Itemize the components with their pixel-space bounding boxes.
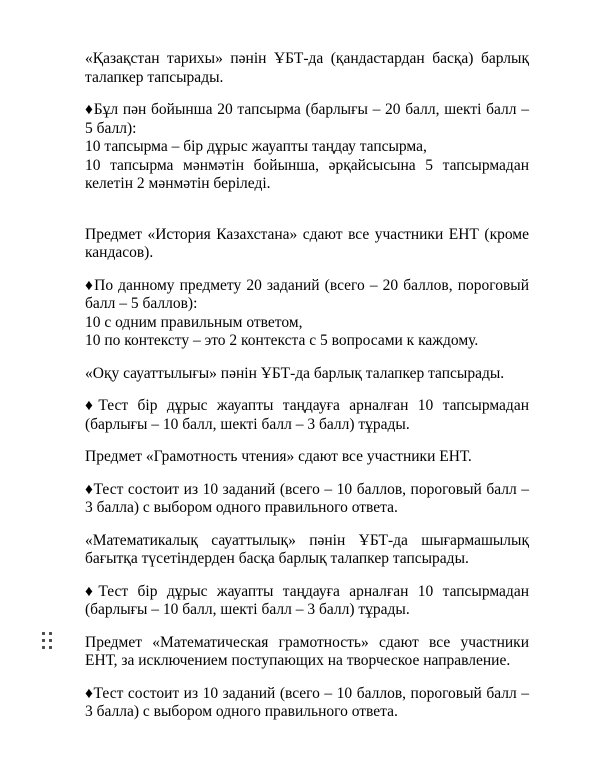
paragraph-math-kk-test: ♦Тест бір дұрыс жауапты таңдауға арналған 10 тапсырмадан (барлығы – 10 балл, шекті балл – 3 балл) тұрады. bbox=[85, 582, 529, 618]
paragraph-math-ru-test: ♦Тест состоит из 10 заданий (всего – 10 баллов, пороговый балл – 3 балла) с выбором одного правильного ответа. bbox=[85, 684, 529, 720]
paragraph-history-ru-line-1: 10 с одним правильным ответом, bbox=[85, 313, 303, 331]
drag-handle-dot bbox=[42, 646, 45, 649]
paragraph-history-kk-intro: «Қазақстан тарихы» пәнін ҰБТ-да (қандастардан басқа) барлық талапкер тапсырады. bbox=[85, 50, 529, 86]
paragraph-math-ru-intro: Предмет «Математическая грамотность» сдают все участники ЕНТ, за исключением поступающих на творческое направление. bbox=[85, 633, 529, 669]
paragraph-reading-ru-test: ♦Тест состоит из 10 заданий (всего – 10 баллов, пороговый балл – 3 балла) с выбором одного правильного ответа. bbox=[85, 480, 529, 516]
paragraph-math-kk-intro: «Математикалық сауаттылық» пәнін ҰБТ-да шығармашылық бағытқа түсетіндерден басқа барлық талапкер тапсырады. bbox=[85, 531, 529, 567]
paragraph-history-kk-tasks: ♦Бұл пән бойынша 20 тапсырма (барлығы – 20 балл, шекті балл – 5 балл): bbox=[85, 101, 529, 137]
paragraph-history-ru-tasks: ♦По данному предмету 20 заданий (всего – 20 баллов, пороговый балл – 5 баллов): bbox=[85, 276, 529, 312]
paragraph-history-ru-line-2: 10 по контексту – это 2 контекста с 5 вопросами к каждому. bbox=[85, 332, 479, 349]
paragraph-reading-kk-test: ♦Тест бір дұрыс жауапты таңдауға арналған 10 тапсырмадан (барлығы – 10 балл, шекті балл – 3 балл) тұрады. bbox=[85, 397, 529, 433]
paragraph-history-ru-intro: Предмет «История Казахстана» сдают все участники ЕНТ (кроме кандасов). bbox=[85, 225, 529, 261]
drag-handle-dot bbox=[49, 646, 52, 649]
paragraph-reading-kk-intro: «Оқу сауаттылығы» пәнін ҰБТ-да барлық талапкер тапсырады. bbox=[85, 364, 505, 382]
drag-handle-dot bbox=[49, 632, 52, 635]
paragraph-reading-ru-intro: Предмет «Грамотность чтения» сдают все участники ЕНТ. bbox=[85, 448, 472, 465]
document-body bbox=[85, 50, 529, 722]
paragraph-history-kk-line-1: 10 тапсырма – бір дұрыс жауапты таңдау тапсырма, bbox=[85, 138, 427, 155]
drag-handle-dot bbox=[42, 639, 45, 642]
drag-handle-dot bbox=[49, 639, 52, 642]
paragraph-history-kk-line-2: 10 тапсырма мәнмәтін бойынша, әрқайсысына 5 тапсырмадан келетін 2 мәнмәтін беріледі. bbox=[85, 156, 529, 192]
drag-handle-dot bbox=[42, 632, 45, 635]
drag-handle-icon[interactable] bbox=[42, 632, 52, 649]
